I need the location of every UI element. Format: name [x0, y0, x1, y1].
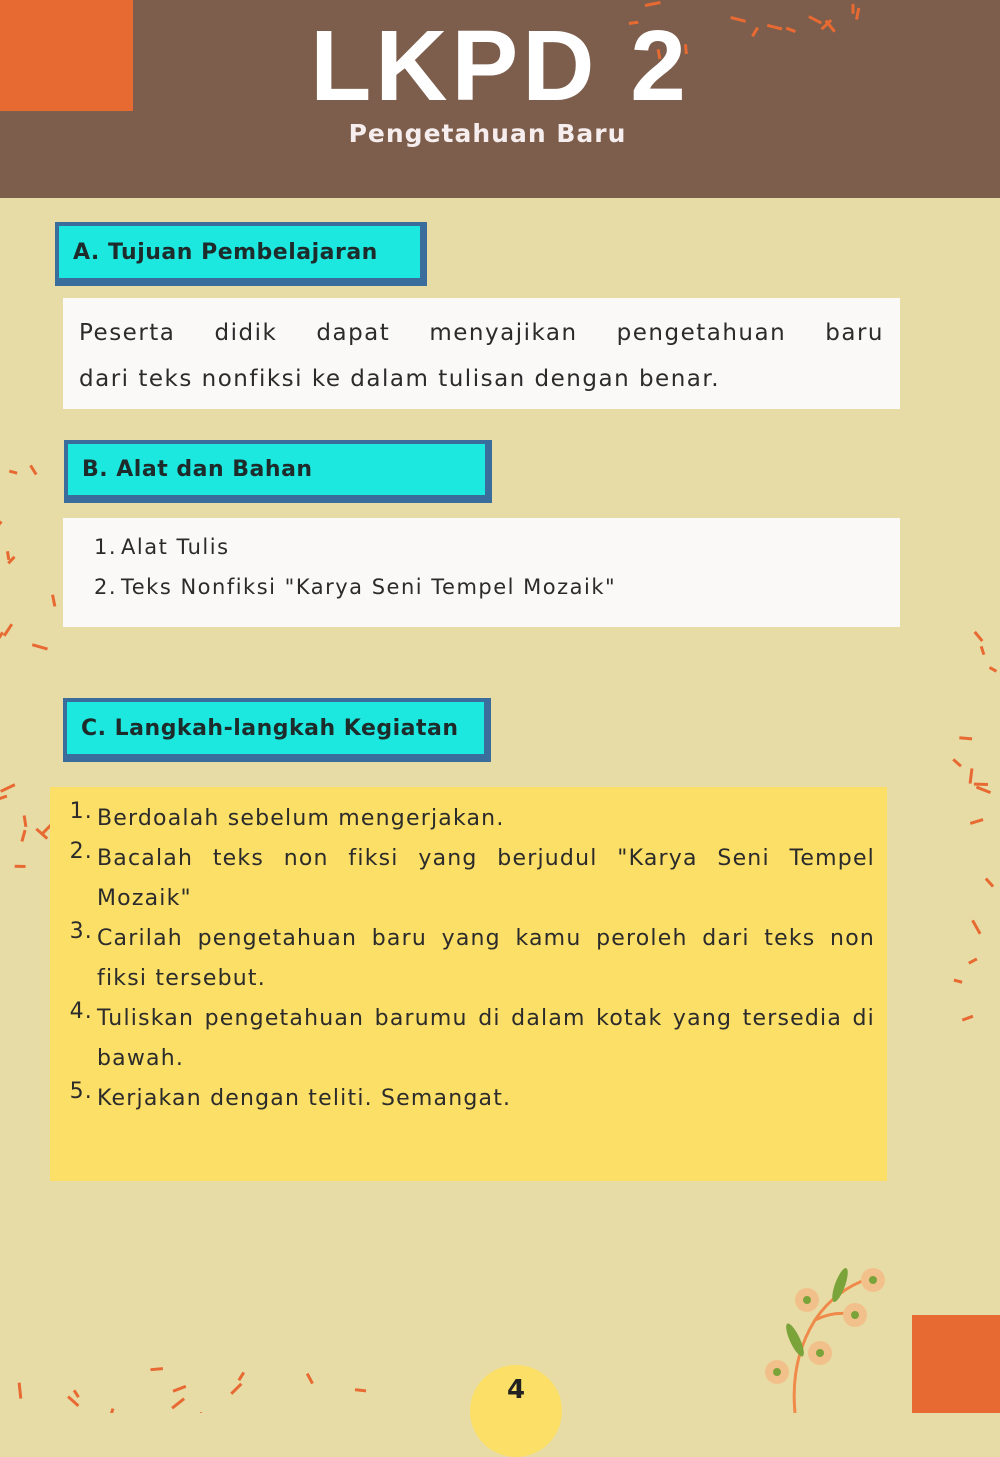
step-item: 2. Bacalah teks non fiksi yang berjudul "Karya Seni Tempel Mozaik" [68, 839, 875, 919]
corner-decoration [912, 1315, 1000, 1413]
step-item: 1. Berdoalah sebelum mengerjakan. [68, 799, 875, 839]
step-item: 4. Tuliskan pengetahuan barumu di dalam kotak yang tersedia di bawah. [68, 999, 875, 1079]
objective-line: Peserta didik dapat menyajikan pengetahuan baru [79, 310, 884, 356]
section-a-heading: A. Tujuan Pembelajaran [55, 222, 427, 286]
page-subtitle: Pengetahuan Baru [0, 118, 975, 150]
list-item: 2. Teks Nonfiksi "Karya Seni Tempel Mozaik" [69, 567, 900, 607]
section-b-heading: B. Alat dan Bahan [64, 440, 492, 503]
list-item: 1. Alat Tulis [69, 527, 900, 567]
objective-line: dari teks nonfiksi ke dalam tulisan dengan benar. [79, 356, 884, 402]
section-c-heading: C. Langkah-langkah Kegiatan [63, 698, 491, 762]
step-item: 3. Carilah pengetahuan baru yang kamu peroleh dari teks non fiksi tersebut. [68, 919, 875, 999]
page-number: 4 [470, 1375, 562, 1405]
step-item: 5. Kerjakan dengan teliti. Semangat. [68, 1079, 875, 1119]
page-title: LKPD 2 [0, 18, 1000, 114]
